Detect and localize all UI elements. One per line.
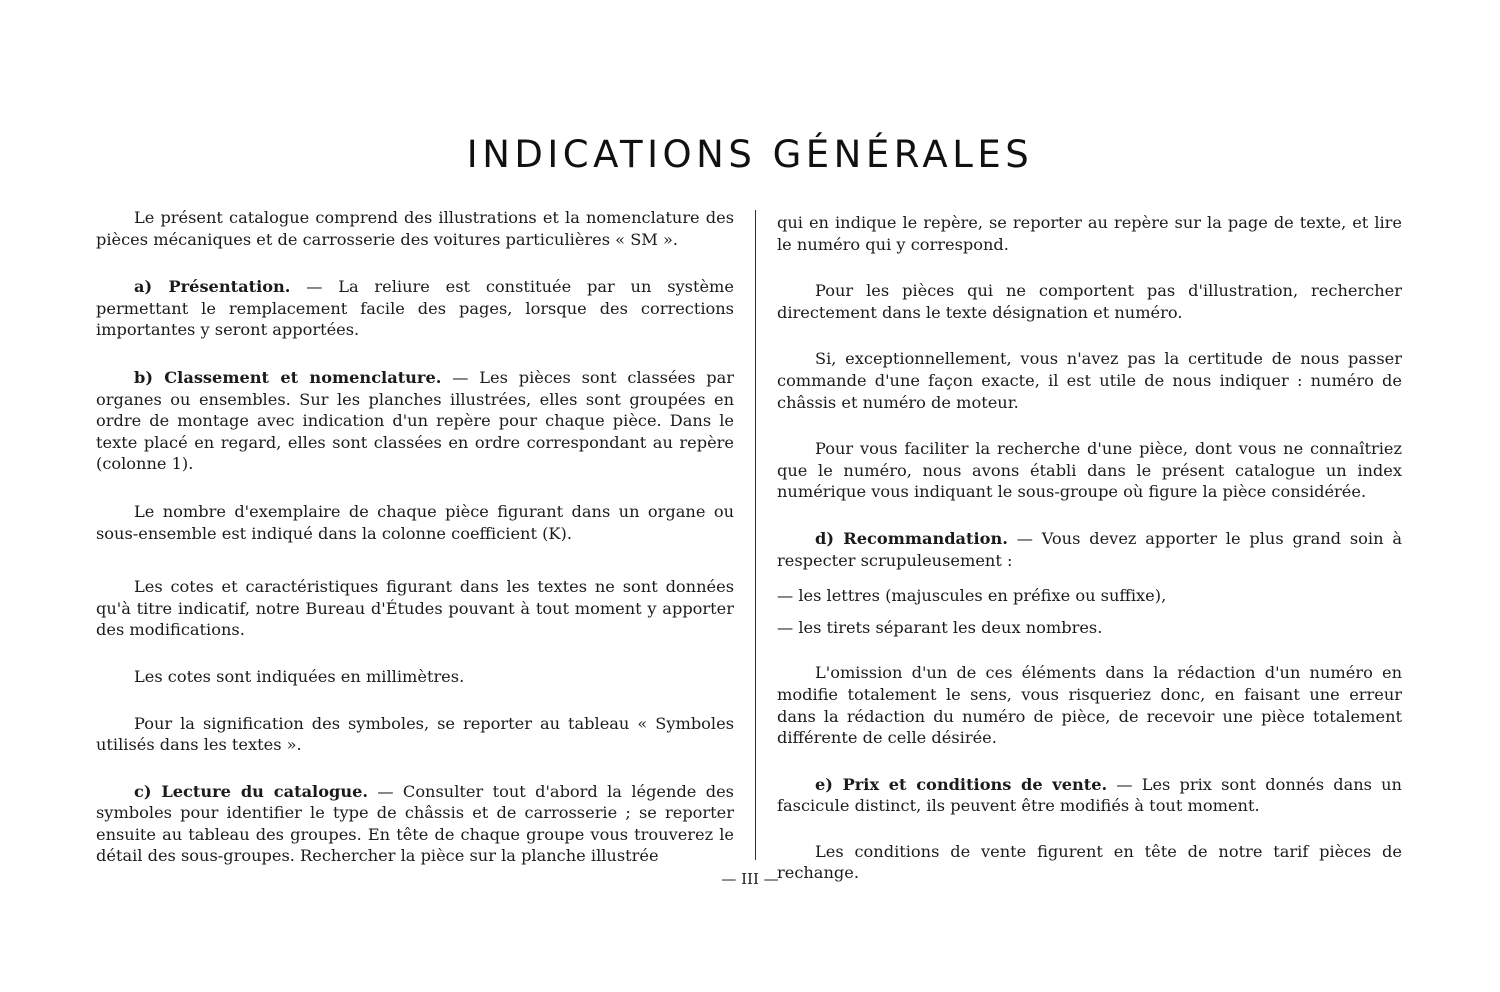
lecture-continued-paragraph: qui en indique le repère, se reporter au repère sur la page de texte, et lire le numéro qui y correspond. <box>777 213 1402 254</box>
lecture-heading: c) Lecture du catalogue. <box>134 781 369 801</box>
sans-illustration-paragraph: Pour les pièces qui ne comportent pas d'illustration, rechercher directement dans le texte désignation et numéro. <box>777 281 1402 322</box>
intro-paragraph: Le présent catalogue comprend des illustrations et la nomenclature des pièces mécaniques et de carrosserie des voitures particulières « SM ». <box>96 208 734 249</box>
prix-text: — Les prix sont donnés dans un fascicule distinct, ils peuvent être modifiés à tout moment. <box>777 774 1402 816</box>
classement-paragraph <box>96 367 734 475</box>
right-column <box>777 212 1402 884</box>
page-number: — III — <box>721 870 779 888</box>
lecture-paragraph <box>96 781 734 867</box>
left-column <box>96 207 734 867</box>
presentation-paragraph <box>96 276 734 341</box>
certitude-paragraph: Si, exceptionnellement, vous n'avez pas la certitude de nous passer commande d'une façon exacte, il est utile de nous indiquer : numéro de châssis et numéro de moteur. <box>777 349 1402 412</box>
recommandation-heading: d) Recommandation. <box>815 528 1008 548</box>
column-divider <box>755 210 756 860</box>
classement-text: — Les pièces sont classées par organes ou ensembles. Sur les planches illustrées, elles sont groupées en ordre de montage avec indication d'un repère pour chaque pièce. Dans le texte placé en regard, elles sont classées en ordre correspondant au repère (colonne 1). <box>96 367 734 474</box>
presentation-heading: a) Présentation. <box>134 277 291 297</box>
prix-paragraph <box>777 774 1402 817</box>
omission-paragraph: L'omission d'un de ces éléments dans la rédaction d'un numéro en modifie totalement le sens, vous risqueriez donc, en faisant une erreur dans la rédaction du numéro de pièce, de recevoir une pièce totalement différente de celle désirée. <box>777 663 1402 748</box>
dash-item-lettres: — les lettres (majuscules en préfixe ou suffixe), <box>777 586 1167 606</box>
classement-heading: b) Classement et nomenclature. <box>134 367 442 387</box>
recommandation-paragraph <box>777 528 1402 571</box>
index-paragraph: Pour vous faciliter la recherche d'une pièce, dont vous ne connaîtriez que le numéro, nous avons établi dans le présent catalogue un index numérique vous indiquant le sous-groupe où figure la pièce considérée. <box>777 439 1402 502</box>
cotes-paragraph: Les cotes et caractéristiques figurant dans les textes ne sont données qu'à titre indicatif, notre Bureau d'Études pouvant à tout moment y apporter des modifications. <box>96 577 734 640</box>
presentation-text: — La reliure est constituée par un système permettant le remplacement facile des pages, lorsque des corrections importantes y seront apportées. <box>96 277 734 340</box>
recommandation-text: — Vous devez apporter le plus grand soin à respecter scrupuleusement : <box>777 528 1402 570</box>
prix-heading: e) Prix et conditions de vente. <box>815 774 1108 794</box>
lecture-text: — Consulter tout d'abord la légende des symboles pour identifier le type de châssis et de carrosserie ; se reporter ensuite au tableau des groupes. En tête de chaque groupe vous trouverez le détail des sous-groupes. Rechercher la pièce sur la planche illustrée <box>96 781 734 866</box>
conditions-paragraph: Les conditions de vente figurent en tête de notre tarif pièces de rechange. <box>777 841 1402 883</box>
dash-item-tirets: — les tirets séparant les deux nombres. <box>777 617 1103 637</box>
millimetres-paragraph: Les cotes sont indiquées en millimètres. <box>134 666 465 686</box>
nombre-paragraph: Le nombre d'exemplaire de chaque pièce figurant dans un organe ou sous-ensemble est indiqué dans la colonne coefficient (K). <box>96 501 734 543</box>
symboles-paragraph: Pour la signification des symboles, se reporter au tableau « Symboles utilisés dans les textes ». <box>96 713 734 755</box>
page-title: INDICATIONS GÉNÉRALES <box>466 132 1034 176</box>
